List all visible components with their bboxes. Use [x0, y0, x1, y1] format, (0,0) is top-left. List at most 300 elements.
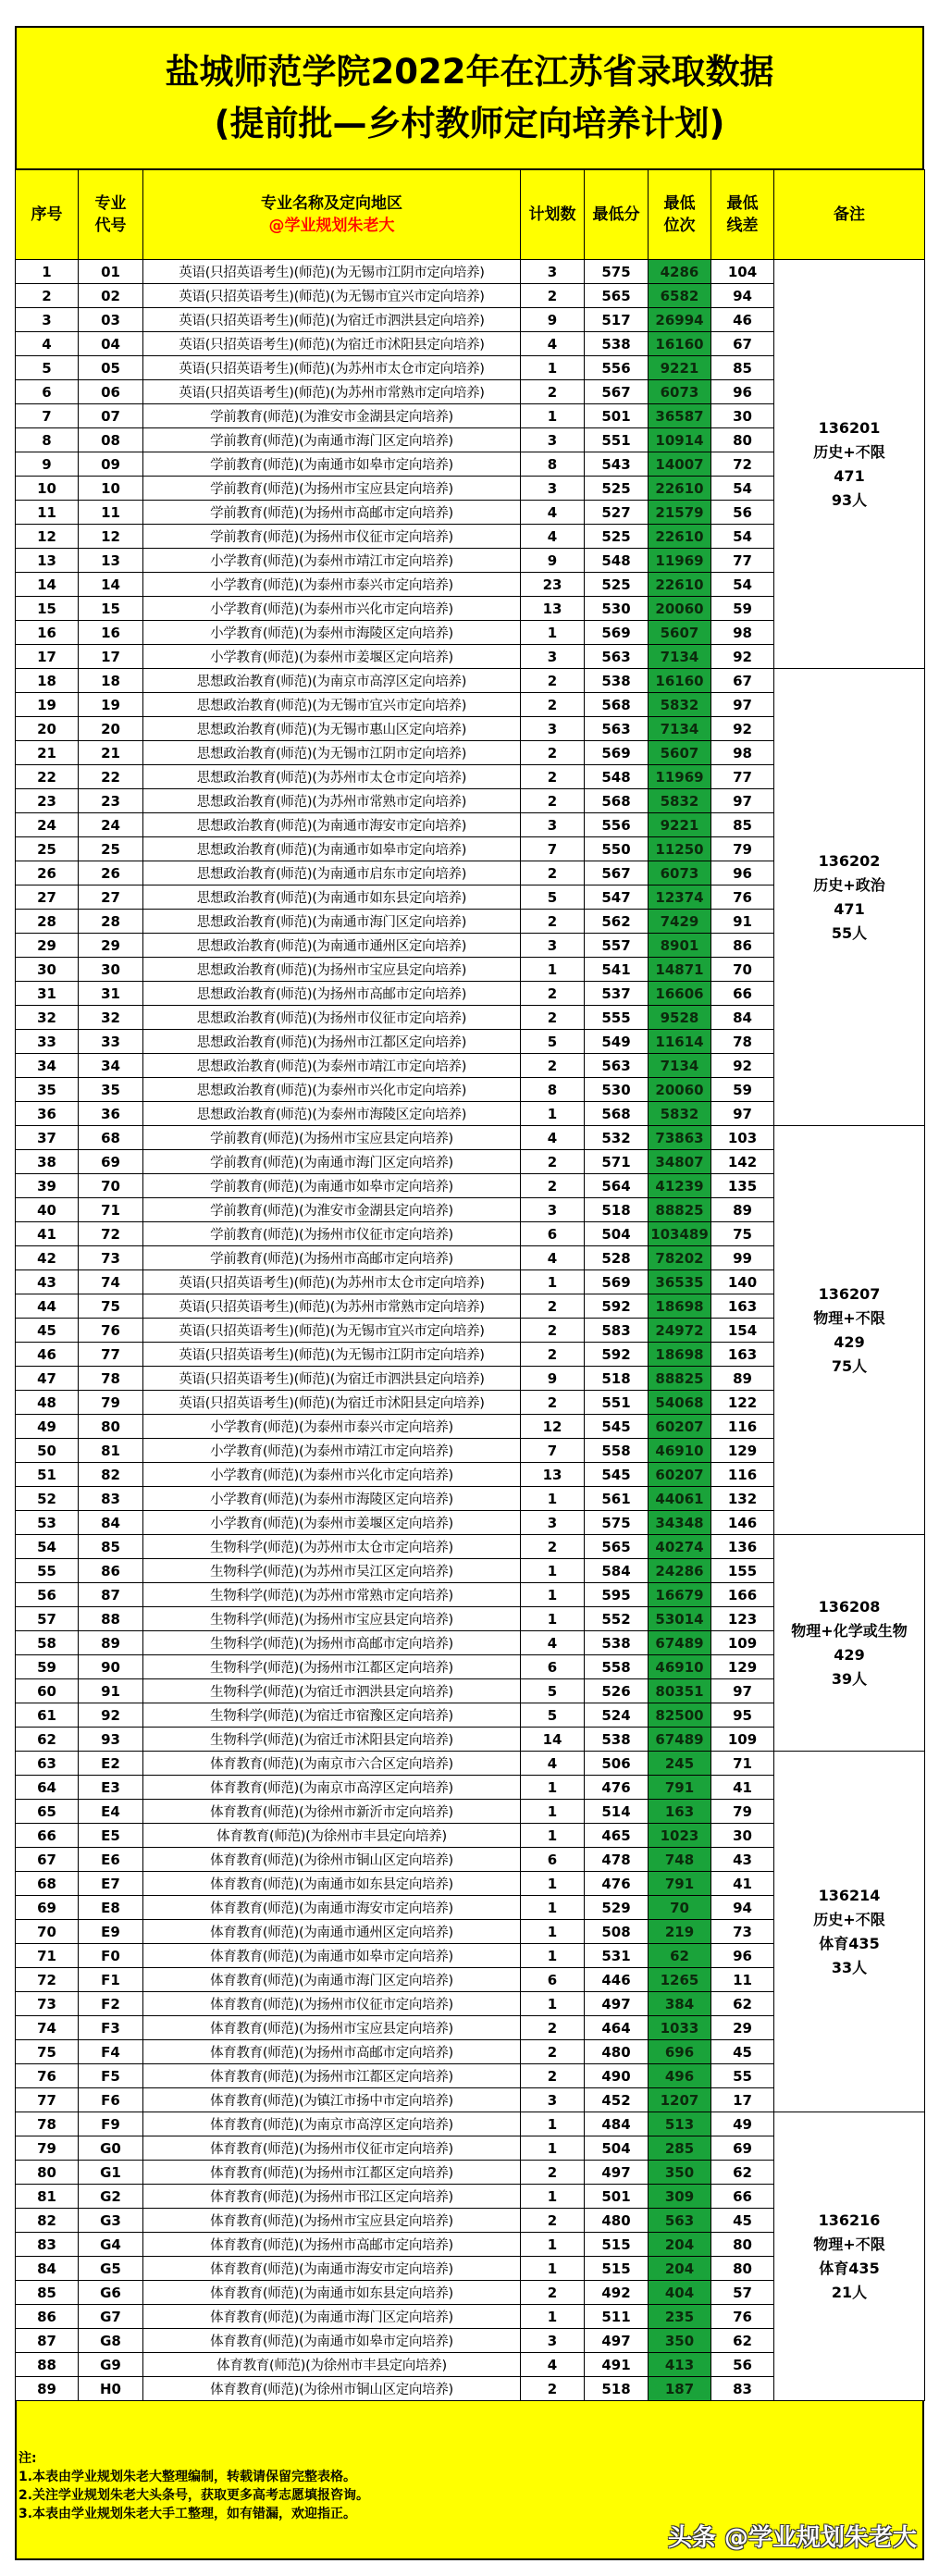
cell-min-rank: 7134 — [649, 645, 711, 669]
cell-plan: 6 — [521, 1848, 585, 1872]
cell-min-score: 558 — [585, 1655, 649, 1679]
cell-line-diff: 69 — [711, 2136, 774, 2161]
group-note-line: 471 — [834, 899, 865, 918]
cell-name: 英语(只招英语考生)(师范)(为宿迁市泗洪县定向培养) — [143, 1367, 521, 1391]
cell-plan: 5 — [521, 1030, 585, 1054]
cell-min-rank: 7134 — [649, 717, 711, 741]
header-plan: 计划数 — [521, 170, 585, 260]
cell-name: 思想政治教育(师范)(为南通市如皋市定向培养) — [143, 837, 521, 861]
cell-name: 体育教育(师范)(为南通市如皋市定向培养) — [143, 2329, 521, 2353]
cell-line-diff: 89 — [711, 1198, 774, 1222]
cell-min-rank: 67489 — [649, 1728, 711, 1752]
cell-line-diff: 66 — [711, 982, 774, 1006]
cell-min-rank: 696 — [649, 2040, 711, 2064]
cell-seq: 7 — [16, 404, 79, 428]
cell-code: G4 — [79, 2233, 143, 2257]
cell-seq: 21 — [16, 741, 79, 765]
cell-code: 82 — [79, 1463, 143, 1487]
cell-min-score: 595 — [585, 1583, 649, 1607]
cell-line-diff: 59 — [711, 1078, 774, 1102]
group-note-line: 21人 — [831, 2283, 868, 2301]
cell-seq: 75 — [16, 2040, 79, 2064]
cell-min-rank: 204 — [649, 2233, 711, 2257]
cell-min-score: 515 — [585, 2233, 649, 2257]
cell-min-rank: 204 — [649, 2257, 711, 2281]
cell-line-diff: 78 — [711, 1030, 774, 1054]
cell-name: 英语(只招英语考生)(师范)(为苏州市太仓市定向培养) — [143, 356, 521, 380]
group-note-line: 体育435 — [819, 2259, 880, 2277]
cell-line-diff: 55 — [711, 2064, 774, 2088]
cell-code: F6 — [79, 2088, 143, 2112]
cell-min-rank: 88825 — [649, 1198, 711, 1222]
cell-min-score: 558 — [585, 1439, 649, 1463]
cell-line-diff: 54 — [711, 525, 774, 549]
cell-plan: 2 — [521, 1535, 585, 1559]
cell-min-score: 575 — [585, 260, 649, 284]
cell-plan: 4 — [521, 525, 585, 549]
cell-min-rank: 7134 — [649, 1054, 711, 1078]
cell-line-diff: 85 — [711, 813, 774, 837]
cell-min-score: 562 — [585, 910, 649, 934]
cell-line-diff: 97 — [711, 1679, 774, 1703]
cell-line-diff: 79 — [711, 1800, 774, 1824]
cell-plan: 1 — [521, 2257, 585, 2281]
cell-name: 体育教育(师范)(为扬州市宝应县定向培养) — [143, 2209, 521, 2233]
cell-name: 生物科学(师范)(为苏州市吴江区定向培养) — [143, 1559, 521, 1583]
cell-seq: 4 — [16, 332, 79, 356]
cell-seq: 85 — [16, 2281, 79, 2305]
cell-code: 79 — [79, 1391, 143, 1415]
header-seq: 序号 — [16, 170, 79, 260]
cell-line-diff: 116 — [711, 1463, 774, 1487]
cell-name: 英语(只招英语考生)(师范)(为宿迁市沭阳县定向培养) — [143, 1391, 521, 1415]
cell-min-rank: 235 — [649, 2305, 711, 2329]
cell-code: 73 — [79, 1246, 143, 1270]
cell-plan: 7 — [521, 837, 585, 861]
cell-seq: 78 — [16, 2112, 79, 2136]
cell-min-rank: 82500 — [649, 1703, 711, 1728]
cell-line-diff: 70 — [711, 958, 774, 982]
cell-seq: 32 — [16, 1006, 79, 1030]
cell-seq: 44 — [16, 1294, 79, 1319]
group-note-line: 136214 — [818, 1886, 881, 1904]
cell-line-diff: 129 — [711, 1655, 774, 1679]
cell-code: 22 — [79, 765, 143, 789]
cell-min-score: 561 — [585, 1487, 649, 1511]
cell-plan: 1 — [521, 1607, 585, 1631]
cell-line-diff: 80 — [711, 2233, 774, 2257]
cell-seq: 88 — [16, 2353, 79, 2377]
cell-min-rank: 6073 — [649, 380, 711, 404]
cell-name: 小学教育(师范)(为泰州市海陵区定向培养) — [143, 621, 521, 645]
cell-min-rank: 24286 — [649, 1559, 711, 1583]
cell-plan: 2 — [521, 2281, 585, 2305]
table-row — [16, 2112, 925, 2136]
cell-name: 小学教育(师范)(为泰州市姜堰区定向培养) — [143, 1511, 521, 1535]
cell-line-diff: 17 — [711, 2088, 774, 2112]
header-row — [16, 170, 925, 260]
cell-name: 思想政治教育(师范)(为泰州市兴化市定向培养) — [143, 1078, 521, 1102]
cell-seq: 8 — [16, 428, 79, 452]
group-note-line: 136201 — [818, 418, 881, 437]
cell-min-rank: 413 — [649, 2353, 711, 2377]
page-title: 盐城师范学院2022年在江苏省录取数据 — [165, 52, 774, 92]
cell-min-rank: 9528 — [649, 1006, 711, 1030]
cell-code: G0 — [79, 2136, 143, 2161]
cell-min-score: 564 — [585, 1174, 649, 1198]
cell-code: E8 — [79, 1896, 143, 1920]
cell-code: E6 — [79, 1848, 143, 1872]
cell-code: 92 — [79, 1703, 143, 1728]
cell-min-rank: 4286 — [649, 260, 711, 284]
cell-name: 体育教育(师范)(为南通市如皋市定向培养) — [143, 1944, 521, 1968]
cell-min-score: 514 — [585, 1800, 649, 1824]
table-row — [16, 260, 925, 284]
group-note-line: 136207 — [818, 1284, 881, 1303]
cell-plan: 4 — [521, 2353, 585, 2377]
cell-seq: 19 — [16, 693, 79, 717]
cell-line-diff: 84 — [711, 1006, 774, 1030]
cell-plan: 2 — [521, 2064, 585, 2088]
cell-plan: 2 — [521, 1343, 585, 1367]
cell-min-rank: 1265 — [649, 1968, 711, 1992]
cell-name: 学前教育(师范)(为扬州市仪征市定向培养) — [143, 525, 521, 549]
cell-line-diff: 89 — [711, 1367, 774, 1391]
group-note-line: 历史+不限 — [813, 442, 885, 461]
cell-min-score: 543 — [585, 452, 649, 477]
cell-seq: 20 — [16, 717, 79, 741]
group-note-line: 39人 — [831, 1669, 868, 1688]
cell-name: 体育教育(师范)(为扬州市高邮市定向培养) — [143, 2233, 521, 2257]
cell-plan: 2 — [521, 284, 585, 308]
cell-min-score: 529 — [585, 1896, 649, 1920]
cell-name: 体育教育(师范)(为徐州市丰县定向培养) — [143, 1824, 521, 1848]
cell-name: 小学教育(师范)(为泰州市姜堰区定向培养) — [143, 645, 521, 669]
cell-line-diff: 67 — [711, 332, 774, 356]
cell-min-rank: 46910 — [649, 1439, 711, 1463]
cell-plan: 13 — [521, 597, 585, 621]
cell-min-score: 538 — [585, 332, 649, 356]
cell-min-rank: 513 — [649, 2112, 711, 2136]
cell-seq: 71 — [16, 1944, 79, 1968]
group-note-line: 429 — [834, 1332, 865, 1351]
cell-name: 学前教育(师范)(为南通市海门区定向培养) — [143, 428, 521, 452]
cell-name: 学前教育(师范)(为南通市海门区定向培养) — [143, 1150, 521, 1174]
cell-code: E4 — [79, 1800, 143, 1824]
cell-plan: 2 — [521, 2209, 585, 2233]
cell-code: 90 — [79, 1655, 143, 1679]
cell-name: 学前教育(师范)(为淮安市金湖县定向培养) — [143, 1198, 521, 1222]
cell-min-rank: 309 — [649, 2185, 711, 2209]
cell-line-diff: 76 — [711, 2305, 774, 2329]
cell-line-diff: 123 — [711, 1607, 774, 1631]
cell-code: 87 — [79, 1583, 143, 1607]
cell-plan: 4 — [521, 501, 585, 525]
cell-name: 体育教育(师范)(为扬州市宝应县定向培养) — [143, 2016, 521, 2040]
cell-code: 74 — [79, 1270, 143, 1294]
cell-min-rank: 16160 — [649, 669, 711, 693]
cell-seq: 67 — [16, 1848, 79, 1872]
cell-min-rank: 8901 — [649, 934, 711, 958]
cell-min-score: 569 — [585, 1270, 649, 1294]
cell-name: 体育教育(师范)(为徐州市铜山区定向培养) — [143, 1848, 521, 1872]
cell-min-score: 567 — [585, 861, 649, 886]
cell-seq: 56 — [16, 1583, 79, 1607]
cell-line-diff: 66 — [711, 2185, 774, 2209]
cell-min-score: 518 — [585, 1198, 649, 1222]
group-note-line: 33人 — [831, 1958, 868, 1976]
cell-seq: 86 — [16, 2305, 79, 2329]
cell-min-rank: 6073 — [649, 861, 711, 886]
cell-plan: 2 — [521, 982, 585, 1006]
cell-line-diff: 94 — [711, 1896, 774, 1920]
cell-seq: 68 — [16, 1872, 79, 1896]
cell-name: 思想政治教育(师范)(为南通市海安市定向培养) — [143, 813, 521, 837]
cell-name: 英语(只招英语考生)(师范)(为无锡市宜兴市定向培养) — [143, 1319, 521, 1343]
cell-line-diff: 54 — [711, 477, 774, 501]
header-credit: @学业规划朱老大 — [268, 217, 395, 235]
cell-code: 02 — [79, 284, 143, 308]
cell-name: 英语(只招英语考生)(师范)(为苏州市太仓市定向培养) — [143, 1270, 521, 1294]
cell-plan: 1 — [521, 1944, 585, 1968]
header-line-diff — [711, 170, 774, 260]
cell-plan: 2 — [521, 1054, 585, 1078]
cell-seq: 50 — [16, 1439, 79, 1463]
cell-plan: 5 — [521, 886, 585, 910]
cell-min-rank: 285 — [649, 2136, 711, 2161]
cell-name: 英语(只招英语考生)(师范)(为无锡市江阴市定向培养) — [143, 260, 521, 284]
cell-line-diff: 96 — [711, 380, 774, 404]
cell-plan: 6 — [521, 1655, 585, 1679]
cell-min-score: 476 — [585, 1872, 649, 1896]
cell-min-score: 531 — [585, 1944, 649, 1968]
cell-plan: 2 — [521, 1174, 585, 1198]
cell-code: 12 — [79, 525, 143, 549]
cell-min-rank: 7429 — [649, 910, 711, 934]
cell-code: 28 — [79, 910, 143, 934]
cell-line-diff: 80 — [711, 2257, 774, 2281]
cell-min-rank: 11614 — [649, 1030, 711, 1054]
group-note-line: 历史+不限 — [813, 1910, 885, 1928]
cell-min-score: 583 — [585, 1319, 649, 1343]
group-note-line: 55人 — [831, 923, 868, 942]
cell-code: 14 — [79, 573, 143, 597]
cell-min-rank: 187 — [649, 2377, 711, 2401]
cell-min-score: 584 — [585, 1559, 649, 1583]
cell-line-diff: 97 — [711, 789, 774, 813]
cell-min-score: 484 — [585, 2112, 649, 2136]
cell-seq: 6 — [16, 380, 79, 404]
cell-name: 学前教育(师范)(为扬州市仪征市定向培养) — [143, 1222, 521, 1246]
cell-min-score: 530 — [585, 597, 649, 621]
cell-code: G8 — [79, 2329, 143, 2353]
cell-line-diff: 103 — [711, 1126, 774, 1150]
cell-name: 生物科学(师范)(为扬州市高邮市定向培养) — [143, 1631, 521, 1655]
cell-seq: 28 — [16, 910, 79, 934]
cell-seq: 36 — [16, 1102, 79, 1126]
cell-line-diff: 97 — [711, 1102, 774, 1126]
cell-min-rank: 1207 — [649, 2088, 711, 2112]
cell-line-diff: 77 — [711, 765, 774, 789]
cell-line-diff: 166 — [711, 1583, 774, 1607]
cell-plan: 1 — [521, 404, 585, 428]
cell-min-rank: 12374 — [649, 886, 711, 910]
header-note: 备注 — [774, 170, 925, 260]
group-note-line: 136216 — [818, 2211, 881, 2229]
cell-seq: 43 — [16, 1270, 79, 1294]
cell-min-score: 563 — [585, 645, 649, 669]
cell-code: G5 — [79, 2257, 143, 2281]
cell-min-rank: 22610 — [649, 573, 711, 597]
cell-min-score: 545 — [585, 1415, 649, 1439]
cell-seq: 84 — [16, 2257, 79, 2281]
cell-code: G6 — [79, 2281, 143, 2305]
cell-line-diff: 99 — [711, 1246, 774, 1270]
cell-min-score: 491 — [585, 2353, 649, 2377]
cell-code: 10 — [79, 477, 143, 501]
cell-name: 思想政治教育(师范)(为无锡市江阴市定向培养) — [143, 741, 521, 765]
cell-name: 体育教育(师范)(为徐州市新沂市定向培养) — [143, 1800, 521, 1824]
cell-plan: 3 — [521, 2088, 585, 2112]
cell-min-score: 565 — [585, 1535, 649, 1559]
cell-seq: 35 — [16, 1078, 79, 1102]
cell-min-score: 569 — [585, 741, 649, 765]
cell-code: G9 — [79, 2353, 143, 2377]
cell-min-score: 518 — [585, 1367, 649, 1391]
cell-line-diff: 96 — [711, 1944, 774, 1968]
cell-min-rank: 245 — [649, 1752, 711, 1776]
cell-seq: 9 — [16, 452, 79, 477]
cell-seq: 60 — [16, 1679, 79, 1703]
cell-plan: 1 — [521, 958, 585, 982]
cell-min-rank: 16606 — [649, 982, 711, 1006]
cell-line-diff: 46 — [711, 308, 774, 332]
cell-code: 21 — [79, 741, 143, 765]
cell-name: 学前教育(师范)(为扬州市宝应县定向培养) — [143, 477, 521, 501]
cell-seq: 79 — [16, 2136, 79, 2161]
cell-seq: 80 — [16, 2161, 79, 2185]
cell-line-diff: 77 — [711, 549, 774, 573]
group-note-line: 物理+不限 — [813, 1308, 885, 1327]
cell-seq: 58 — [16, 1631, 79, 1655]
cell-code: 84 — [79, 1511, 143, 1535]
page-subtitle: (提前批—乡村教师定向培养计划) — [214, 104, 725, 143]
cell-min-score: 532 — [585, 1126, 649, 1150]
cell-code: 91 — [79, 1679, 143, 1703]
cell-name: 体育教育(师范)(为南京市高淳区定向培养) — [143, 1776, 521, 1800]
cell-min-rank: 11969 — [649, 765, 711, 789]
cell-code: 71 — [79, 1198, 143, 1222]
cell-name: 体育教育(师范)(为南通市海门区定向培养) — [143, 2305, 521, 2329]
cell-min-score: 526 — [585, 1679, 649, 1703]
cell-code: F2 — [79, 1992, 143, 2016]
cell-name: 思想政治教育(师范)(为扬州市仪征市定向培养) — [143, 1006, 521, 1030]
cell-line-diff: 75 — [711, 1222, 774, 1246]
cell-seq: 2 — [16, 284, 79, 308]
group-note — [774, 1126, 925, 1535]
cell-code: 06 — [79, 380, 143, 404]
cell-seq: 74 — [16, 2016, 79, 2040]
cell-code: 26 — [79, 861, 143, 886]
cell-line-diff: 80 — [711, 428, 774, 452]
cell-code: 85 — [79, 1535, 143, 1559]
cell-min-score: 541 — [585, 958, 649, 982]
cell-name: 思想政治教育(师范)(为苏州市常熟市定向培养) — [143, 789, 521, 813]
cell-line-diff: 95 — [711, 1703, 774, 1728]
cell-name: 体育教育(师范)(为南通市海门区定向培养) — [143, 1968, 521, 1992]
cell-min-rank: 563 — [649, 2209, 711, 2233]
cell-line-diff: 71 — [711, 1752, 774, 1776]
cell-min-score: 504 — [585, 1222, 649, 1246]
cell-seq: 62 — [16, 1728, 79, 1752]
note-item: 3.本表由学业规划朱老大手工整理，如有错漏，欢迎指正。 — [19, 2507, 357, 2521]
cell-min-rank: 219 — [649, 1920, 711, 1944]
cell-code: 76 — [79, 1319, 143, 1343]
cell-code: 09 — [79, 452, 143, 477]
cell-line-diff: 146 — [711, 1511, 774, 1535]
cell-min-score: 517 — [585, 308, 649, 332]
cell-name: 思想政治教育(师范)(为无锡市宜兴市定向培养) — [143, 693, 521, 717]
cell-line-diff: 86 — [711, 934, 774, 958]
group-note-line: 体育435 — [819, 1934, 880, 1952]
table-row — [16, 669, 925, 693]
cell-code: 89 — [79, 1631, 143, 1655]
cell-name: 思想政治教育(师范)(为泰州市海陵区定向培养) — [143, 1102, 521, 1126]
cell-name: 小学教育(师范)(为泰州市泰兴市定向培养) — [143, 573, 521, 597]
cell-plan: 4 — [521, 332, 585, 356]
cell-min-score: 551 — [585, 1391, 649, 1415]
cell-seq: 82 — [16, 2209, 79, 2233]
cell-min-score: 527 — [585, 501, 649, 525]
cell-seq: 40 — [16, 1198, 79, 1222]
cell-seq: 59 — [16, 1655, 79, 1679]
cell-min-rank: 34348 — [649, 1511, 711, 1535]
cell-plan: 1 — [521, 621, 585, 645]
cell-min-rank: 748 — [649, 1848, 711, 1872]
cell-code: E5 — [79, 1824, 143, 1848]
cell-min-rank: 18698 — [649, 1343, 711, 1367]
cell-plan: 2 — [521, 2040, 585, 2064]
cell-seq: 70 — [16, 1920, 79, 1944]
cell-plan: 2 — [521, 2161, 585, 2185]
cell-plan: 1 — [521, 1992, 585, 2016]
cell-name: 生物科学(师范)(为宿迁市宿豫区定向培养) — [143, 1703, 521, 1728]
cell-seq: 89 — [16, 2377, 79, 2401]
header-code — [79, 170, 143, 260]
cell-min-score: 568 — [585, 789, 649, 813]
cell-code: 20 — [79, 717, 143, 741]
cell-min-rank: 496 — [649, 2064, 711, 2088]
cell-line-diff: 30 — [711, 404, 774, 428]
cell-min-rank: 5607 — [649, 621, 711, 645]
title-banner — [15, 26, 924, 169]
cell-min-score: 556 — [585, 813, 649, 837]
cell-name: 体育教育(师范)(为扬州市仪征市定向培养) — [143, 2136, 521, 2161]
cell-name: 体育教育(师范)(为南通市海安市定向培养) — [143, 1896, 521, 1920]
cell-seq: 24 — [16, 813, 79, 837]
cell-code: 33 — [79, 1030, 143, 1054]
cell-plan: 8 — [521, 452, 585, 477]
cell-seq: 63 — [16, 1752, 79, 1776]
cell-code: 80 — [79, 1415, 143, 1439]
cell-seq: 27 — [16, 886, 79, 910]
cell-min-score: 547 — [585, 886, 649, 910]
cell-plan: 7 — [521, 1439, 585, 1463]
cell-plan: 1 — [521, 1872, 585, 1896]
cell-plan: 8 — [521, 1078, 585, 1102]
cell-min-score: 511 — [585, 2305, 649, 2329]
group-note-line: 429 — [834, 1645, 865, 1664]
